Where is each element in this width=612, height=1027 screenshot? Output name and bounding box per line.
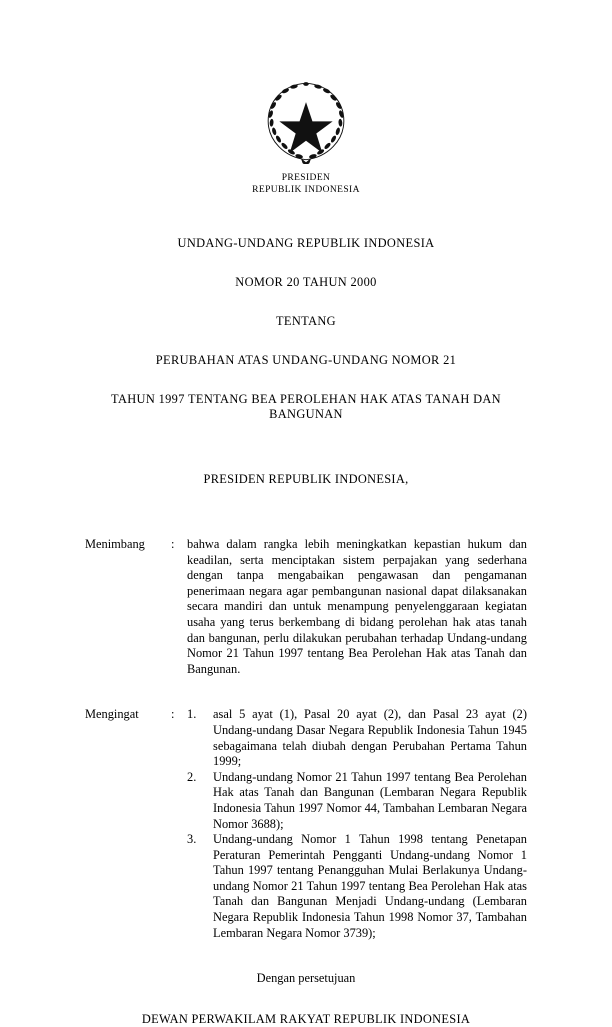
- list-item: [187, 770, 527, 832]
- list-item-text: Undang-undang Nomor 21 Tahun 1997 tentang Bea Perolehan Hak atas Tanah dan Bangunan (Lembaran Negara Republik Indonesia Tahun 1997 Nomor 44, Tambahan Lembaran Negara Nomor 3688);: [213, 769, 527, 831]
- clause-menimbang: [85, 537, 527, 677]
- list-item-number: 3.: [187, 832, 197, 847]
- list-item-number: 1.: [187, 707, 197, 722]
- footer-agreement-line: Dengan persetujuan: [256, 971, 356, 986]
- emblem-block: [85, 0, 527, 196]
- clause-menimbang-colon: :: [171, 537, 175, 551]
- clause-mengingat-label: Mengingat: [85, 707, 139, 722]
- list-item-text: asal 5 ayat (1), Pasal 20 ayat (2), dan Pasal 23 ayat (2) Undang-undang Dasar Negara Republik Indonesia Tahun 1945 sebagaimana telah diubah dengan Perubahan Pertama Tahun 1999;: [213, 707, 527, 769]
- clause-menimbang-label: Menimbang: [85, 537, 145, 551]
- title-line-subject-2: TAHUN 1997 TENTANG BEA PEROLEHAN HAK ATAS TANAH DAN BANGUNAN: [111, 392, 501, 421]
- authority-line: PRESIDEN REPUBLIK INDONESIA,: [203, 472, 409, 486]
- clause-menimbang-body: [187, 537, 527, 677]
- list-item-text: Undang-undang Nomor 1 Tahun 1998 tentang Penetapan Peraturan Pemerintah Pengganti Undang-undang Nomor 1 Tahun 1997 tentang Penangguhan Mulai Berlakunya Undang-undang Nomor 21 Tahun 1997 tentang Bea Perolehan Hak atas Tanah dan Bangunan Menjadi Undang-undang (Lembaran Negara Republik Indonesia Tahun 1998 Nomor 37, Tambahan Lembaran Negara Nomor 3739);: [213, 832, 527, 940]
- emblem-caption-line-2: REPUBLIK INDONESIA: [252, 185, 360, 195]
- list-item: [187, 832, 527, 941]
- emblem-caption-line-1: PRESIDEN: [281, 173, 331, 183]
- title-line-about: TENTANG: [276, 314, 336, 328]
- document-title-block: [85, 236, 527, 422]
- list-item: [187, 707, 527, 769]
- clauses-section: [85, 537, 527, 941]
- clause-mengingat-body: [187, 707, 527, 941]
- clause-menimbang-text: bahwa dalam rangka lebih meningkatkan kepastian hukum dan keadilan, serta menciptakan sistem perpajakan yang sederhana dengan tanpa mengabaikan pengawasan dan pengamanan penerimaan negara agar pembangunan nasional dapat dilaksanakan secara mandiri dan untuk menampung penyelenggaraan kegiatan usaha yang terus berkembang di bidang perolehan hak atas tanah dan bangunan, perlu dilakukan perubahan terhadap Undang-undang Nomor 21 Tahun 1997 tentang Bea Perolehan Hak atas Tanah dan Bangunan.: [187, 537, 527, 676]
- clause-mengingat-list: [187, 707, 527, 941]
- list-item-number: 2.: [187, 769, 197, 784]
- clause-mengingat-colon: :: [171, 707, 175, 722]
- title-line-number: NOMOR 20 TAHUN 2000: [235, 275, 377, 289]
- title-line-law-type: UNDANG-UNDANG REPUBLIK INDONESIA: [177, 236, 435, 250]
- footer-block: [85, 971, 527, 1027]
- footer-body-line: DEWAN PERWAKILAM RAKYAT REPUBLIK INDONESIA: [141, 1012, 471, 1027]
- garuda-star-wreath-icon: [263, 78, 349, 164]
- emblem-caption: [85, 172, 527, 196]
- title-line-subject-1: PERUBAHAN ATAS UNDANG-UNDANG NOMOR 21: [155, 353, 457, 367]
- clause-mengingat: [85, 707, 527, 941]
